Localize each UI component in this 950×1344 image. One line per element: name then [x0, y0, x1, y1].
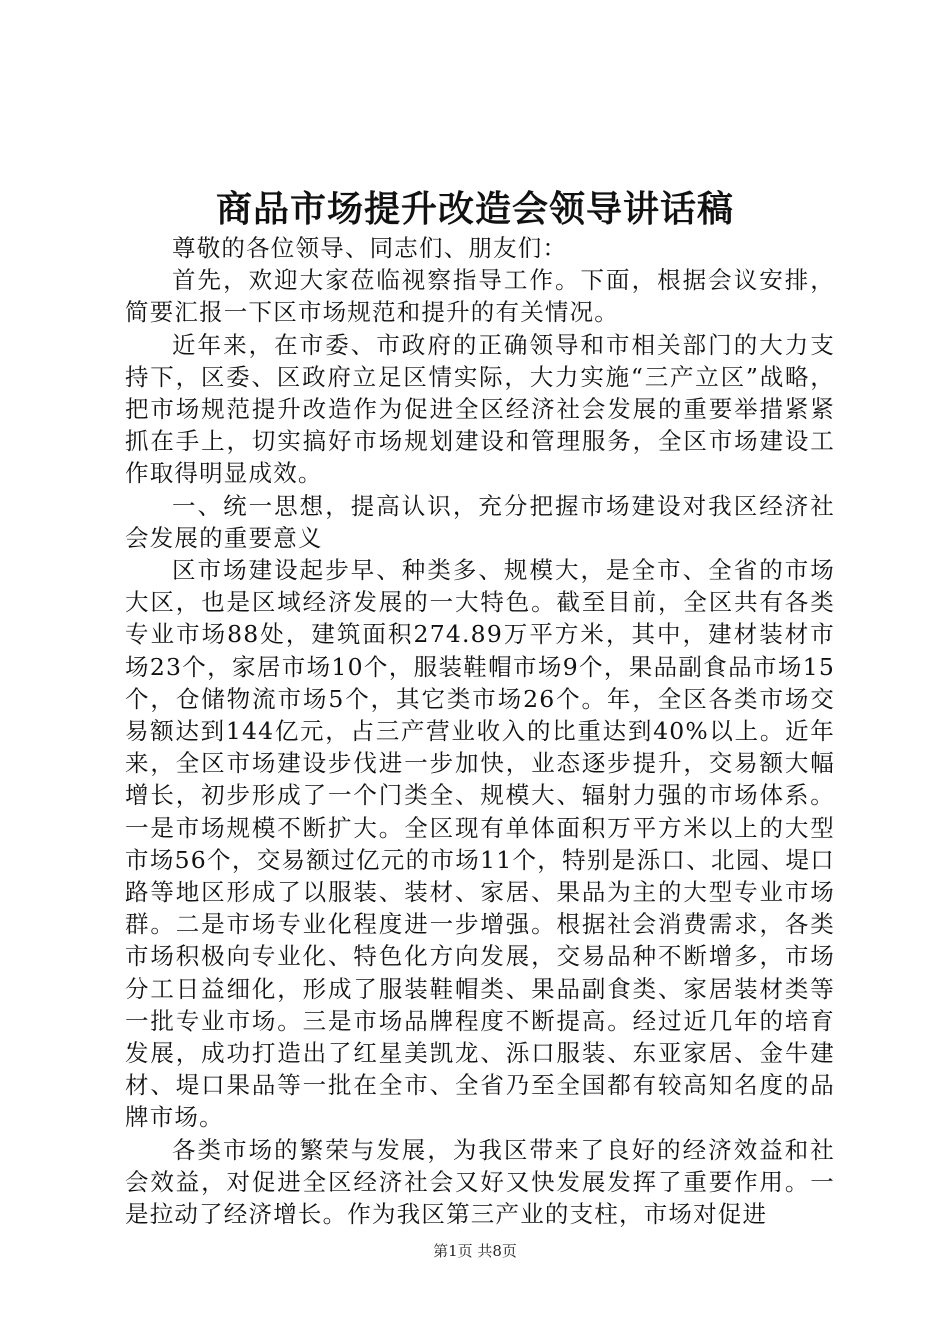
document-title: 商品市场提升改造会领导讲话稿 — [215, 188, 734, 230]
body-paragraph: 区市场建设起步早、种类多、规模大，是全市、全省的市场大区，也是区域经济发展的一大特色。截至目前，全区共有各类专业市场88处，建筑面积274.89万平方米，其中，建材装材市场23个，家居市场10个，服装鞋帽市场9个，果品副食品市场15个，仓储物流市场5个，其它类市场26个。年，全区各类市场交易额达到144亿元，占三产营业收入的比重达到40%以上。近年来，全区市场建设步伐进一步加快，业态逐步提升，交易额大幅增长，初步形成了一个门类全、规模大、辐射力强的市场体系。一是市场规模不断扩大。全区现有单体面积万平方米以上的大型市场56个，交易额过亿元的市场11个，特别是泺口、北园、堤口路等地区形成了以服装、装材、家居、果品为主的大型专业市场群。二是市场专业化程度进一步增强。根据社会消费需求，各类市场积极向专业化、特色化方向发展，交易品种不断增多，市场分工日益细化，形成了服装鞋帽类、果品副食类、家居装材类等一批专业市场。三是市场品牌程度不断提高。经过近几年的培育发展，成功打造出了红星美凯龙、泺口服装、东亚家居、金牛建材、堤口果品等一批在全市、全省乃至全国都有较高知名度的品牌市场。 — [125, 556, 835, 1132]
section-heading: 一、统一思想，提高认识，充分把握市场建设对我区经济社会发展的重要意义 — [125, 491, 835, 552]
body-paragraph: 近年来，在市委、市政府的正确领导和市相关部门的大力支持下，区委、区政府立足区情实际，大力实施“三产立区”战略，把市场规范提升改造作为促进全区经济社会发展的重要举措紧紧抓在手上，切实搞好市场规划建设和管理服务，全区市场建设工作取得明显成效。 — [125, 330, 835, 488]
body-paragraph: 首先，欢迎大家莅临视察指导工作。下面，根据会议安排，简要汇报一下区市场规范和提升的有关情况。 — [125, 266, 835, 327]
salutation-paragraph: 尊敬的各位领导、同志们、朋友们： — [172, 234, 568, 262]
body-paragraph: 各类市场的繁荣与发展，为我区带来了良好的经济效益和社会效益，对促进全区经济社会又好又快发展发挥了重要作用。一是拉动了经济增长。作为我区第三产业的支柱，市场对促进 — [125, 1135, 835, 1229]
page-footer: 第1页 共8页 — [433, 1242, 517, 1260]
document-body — [125, 232, 835, 1230]
